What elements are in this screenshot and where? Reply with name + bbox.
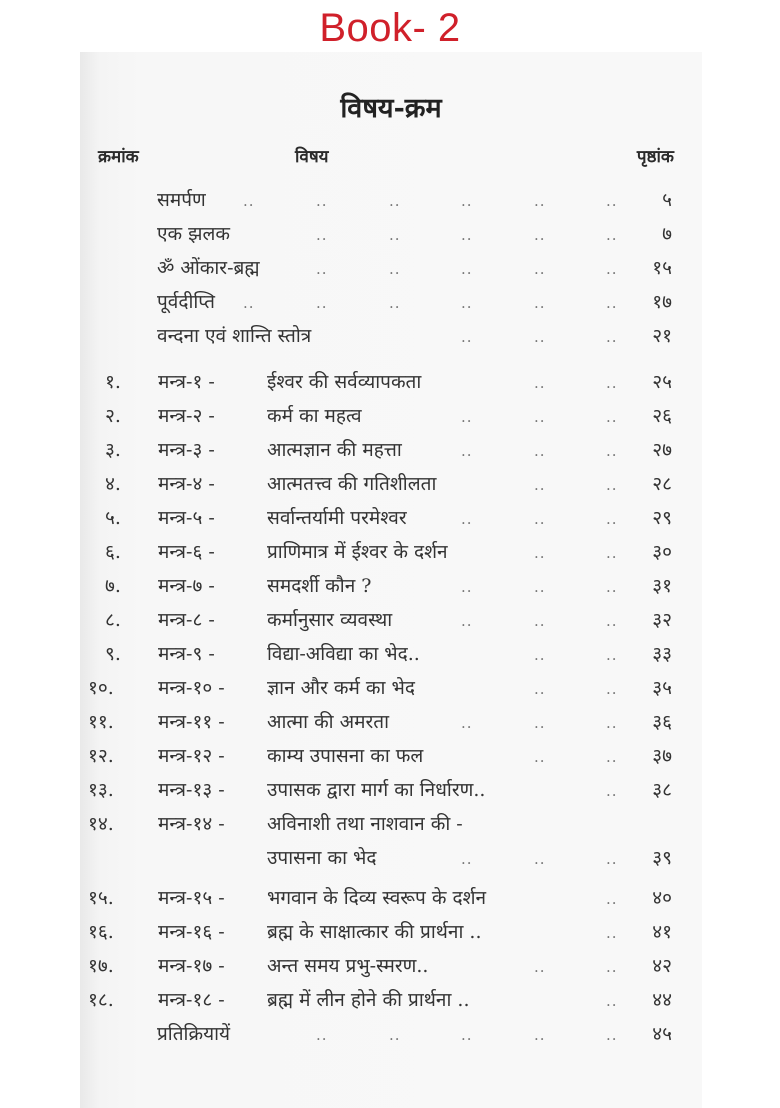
toc-page-number: ७ xyxy=(662,223,672,245)
leader-dots: .. xyxy=(606,1026,618,1044)
toc-number: १३. xyxy=(88,779,114,801)
toc-row xyxy=(80,952,702,986)
leader-dots: .. xyxy=(534,714,546,732)
toc-row xyxy=(80,640,702,674)
leader-dots: .. xyxy=(316,192,328,210)
leader-dots: .. xyxy=(534,476,546,494)
toc-mantra: मन्त्र-१२ - xyxy=(158,745,225,767)
toc-page-number: ४५ xyxy=(652,1023,672,1045)
toc-page-number: २८ xyxy=(652,473,672,495)
toc-mantra: मन्त्र-१८ - xyxy=(158,989,225,1011)
leader-dots: .. xyxy=(461,442,473,460)
leader-dots: .. xyxy=(316,260,328,278)
leader-dots: .. xyxy=(389,226,401,244)
toc-number: १७. xyxy=(88,955,114,977)
toc-row xyxy=(80,436,702,470)
leader-dots: .. xyxy=(534,442,546,460)
leader-dots: .. xyxy=(606,192,618,210)
leader-dots: .. xyxy=(461,192,473,210)
toc-mantra: मन्त्र-१६ - xyxy=(158,921,225,943)
toc-number: १. xyxy=(105,371,121,393)
toc-topic: आत्मज्ञान की महत्ता xyxy=(267,439,402,461)
leader-dots: .. xyxy=(606,544,618,562)
toc-row xyxy=(80,708,702,742)
toc-topic: ब्रह्म में लीन होने की प्रार्थना .. xyxy=(267,989,470,1011)
table-of-contents xyxy=(80,52,702,1108)
toc-page-number: ३७ xyxy=(652,745,672,767)
leader-dots: .. xyxy=(606,226,618,244)
leader-dots: .. xyxy=(389,260,401,278)
column-header-number: क्रमांक xyxy=(98,147,139,167)
toc-number: १८. xyxy=(88,989,114,1011)
toc-row xyxy=(80,470,702,504)
toc-row xyxy=(80,742,702,776)
toc-mantra: मन्त्र-५ - xyxy=(158,507,215,529)
toc-number: ७. xyxy=(105,575,121,597)
toc-mantra: मन्त्र-७ - xyxy=(158,575,215,597)
toc-topic: विद्या-अविद्या का भेद.. xyxy=(267,643,420,665)
leader-dots: .. xyxy=(461,226,473,244)
toc-page-number: २७ xyxy=(652,439,672,461)
leader-dots: .. xyxy=(389,294,401,312)
leader-dots: .. xyxy=(389,192,401,210)
leader-dots: .. xyxy=(534,192,546,210)
leader-dots: .. xyxy=(461,408,473,426)
toc-number: ४. xyxy=(105,473,121,495)
toc-number: ५. xyxy=(105,507,121,529)
leader-dots: .. xyxy=(534,408,546,426)
toc-row xyxy=(80,504,702,538)
toc-mantra: मन्त्र-१० - xyxy=(158,677,225,699)
toc-number: १४. xyxy=(88,813,114,835)
leader-dots: .. xyxy=(606,782,618,800)
leader-dots: .. xyxy=(606,374,618,392)
leader-dots: .. xyxy=(534,374,546,392)
column-header-topic: विषय xyxy=(295,147,329,167)
toc-mantra: मन्त्र-८ - xyxy=(158,609,215,631)
toc-topic: ईश्वर की सर्वव्यापकता xyxy=(267,371,422,393)
toc-mantra: मन्त्र-६ - xyxy=(158,541,215,563)
leader-dots: .. xyxy=(606,294,618,312)
leader-dots: .. xyxy=(606,850,618,868)
page-title: विषय-क्रम xyxy=(340,93,442,124)
toc-page-number: ३० xyxy=(652,541,672,563)
toc-row xyxy=(80,254,702,288)
toc-number: ९. xyxy=(105,643,121,665)
toc-number: १२. xyxy=(88,745,114,767)
toc-page-number: ३२ xyxy=(652,609,672,631)
toc-page-number: २५ xyxy=(652,371,672,393)
leader-dots: .. xyxy=(534,646,546,664)
toc-number: १६. xyxy=(88,921,114,943)
leader-dots: .. xyxy=(461,578,473,596)
toc-mantra: मन्त्र-११ - xyxy=(158,711,225,733)
toc-topic: कर्म का महत्व xyxy=(267,405,362,427)
toc-row xyxy=(80,322,702,356)
leader-dots: .. xyxy=(534,294,546,312)
leader-dots: .. xyxy=(606,260,618,278)
toc-topic: वन्दना एवं शान्ति स्तोत्र xyxy=(157,325,312,347)
toc-row xyxy=(80,810,702,844)
leader-dots: .. xyxy=(534,578,546,596)
toc-mantra: मन्त्र-१७ - xyxy=(158,955,225,977)
leader-dots: .. xyxy=(461,328,473,346)
toc-row xyxy=(80,1020,702,1054)
toc-page-number: २९ xyxy=(652,507,672,529)
leader-dots: .. xyxy=(461,510,473,528)
leader-dots: .. xyxy=(243,192,255,210)
leader-dots: .. xyxy=(461,850,473,868)
toc-row xyxy=(80,776,702,810)
toc-topic: भगवान के दिव्य स्वरूप के दर्शन xyxy=(267,887,487,909)
toc-topic-line2: उपासना का भेद xyxy=(267,847,377,869)
leader-dots: .. xyxy=(606,408,618,426)
leader-dots: .. xyxy=(606,646,618,664)
toc-row xyxy=(80,606,702,640)
leader-dots: .. xyxy=(534,680,546,698)
toc-number: ८. xyxy=(105,609,121,631)
leader-dots: .. xyxy=(534,1026,546,1044)
toc-row xyxy=(80,918,702,952)
leader-dots: .. xyxy=(534,260,546,278)
toc-row xyxy=(80,220,702,254)
toc-topic: एक झलक xyxy=(157,223,230,245)
leader-dots: .. xyxy=(534,328,546,346)
toc-row xyxy=(80,674,702,708)
toc-mantra: मन्त्र-२ - xyxy=(158,405,215,427)
leader-dots: .. xyxy=(534,612,546,630)
toc-page-number: ३९ xyxy=(652,847,672,869)
leader-dots: .. xyxy=(534,226,546,244)
leader-dots: .. xyxy=(243,294,255,312)
leader-dots: .. xyxy=(534,850,546,868)
toc-row xyxy=(80,368,702,402)
column-header-page: पृष्ठांक xyxy=(636,147,674,167)
toc-page-number: ३५ xyxy=(652,677,672,699)
toc-number: ११. xyxy=(88,711,114,733)
leader-dots: .. xyxy=(606,924,618,942)
toc-row xyxy=(80,986,702,1020)
toc-topic: कर्मानुसार व्यवस्था xyxy=(267,609,393,631)
toc-row xyxy=(80,402,702,436)
toc-topic: पूर्वदीप्ति xyxy=(157,291,215,313)
toc-topic: आत्मतत्त्व की गतिशीलता xyxy=(267,473,437,495)
toc-row xyxy=(80,884,702,918)
toc-topic: अन्त समय प्रभु-स्मरण.. xyxy=(267,955,429,977)
toc-topic: उपासक द्वारा मार्ग का निर्धारण.. xyxy=(267,779,486,801)
leader-dots: .. xyxy=(534,958,546,976)
toc-row xyxy=(80,288,702,322)
toc-number: २. xyxy=(105,405,121,427)
toc-mantra: मन्त्र-१५ - xyxy=(158,887,225,909)
toc-topic: समदर्शी कौन ? xyxy=(267,575,372,597)
toc-page-number: ३३ xyxy=(652,643,672,665)
toc-page-number: १५ xyxy=(652,257,672,279)
leader-dots: .. xyxy=(461,260,473,278)
leader-dots: .. xyxy=(534,510,546,528)
toc-row-continuation xyxy=(80,844,702,878)
leader-dots: .. xyxy=(606,442,618,460)
toc-number: १०. xyxy=(88,677,114,699)
toc-mantra: मन्त्र-३ - xyxy=(158,439,215,461)
toc-topic: आत्मा की अमरता xyxy=(267,711,390,733)
toc-mantra: मन्त्र-१३ - xyxy=(158,779,225,801)
leader-dots: .. xyxy=(606,748,618,766)
toc-mantra: मन्त्र-१४ - xyxy=(158,813,225,835)
book-label: Book- 2 xyxy=(319,6,461,50)
leader-dots: .. xyxy=(606,680,618,698)
leader-dots: .. xyxy=(461,714,473,732)
leader-dots: .. xyxy=(534,544,546,562)
leader-dots: .. xyxy=(606,958,618,976)
toc-number: ३. xyxy=(105,439,121,461)
leader-dots: .. xyxy=(316,294,328,312)
leader-dots: .. xyxy=(316,1026,328,1044)
leader-dots: .. xyxy=(316,226,328,244)
leader-dots: .. xyxy=(461,612,473,630)
leader-dots: .. xyxy=(606,612,618,630)
toc-row xyxy=(80,186,702,220)
toc-page-number: ४० xyxy=(652,887,672,909)
toc-topic: ज्ञान और कर्म का भेद xyxy=(267,677,415,699)
toc-page-number: ३६ xyxy=(652,711,672,733)
leader-dots: .. xyxy=(606,714,618,732)
toc-mantra: मन्त्र-४ - xyxy=(158,473,215,495)
toc-row xyxy=(80,572,702,606)
toc-topic: समर्पण xyxy=(157,189,206,211)
leader-dots: .. xyxy=(606,328,618,346)
toc-topic: सर्वान्तर्यामी परमेश्वर xyxy=(267,507,407,529)
toc-page-number: २६ xyxy=(652,405,672,427)
leader-dots: .. xyxy=(606,476,618,494)
toc-topic: प्राणिमात्र में ईश्वर के दर्शन xyxy=(267,541,448,563)
leader-dots: .. xyxy=(606,510,618,528)
toc-page-number: ४२ xyxy=(652,955,672,977)
toc-mantra: मन्त्र-१ - xyxy=(158,371,215,393)
toc-number: ६. xyxy=(105,541,121,563)
leader-dots: .. xyxy=(461,294,473,312)
leader-dots: .. xyxy=(461,1026,473,1044)
toc-page-number: ३८ xyxy=(652,779,672,801)
toc-topic: ॐ ओंकार-ब्रह्म xyxy=(157,257,260,279)
toc-topic: प्रतिक्रियायें xyxy=(157,1023,231,1045)
leader-dots: .. xyxy=(534,748,546,766)
toc-page-number: ४१ xyxy=(652,921,672,943)
toc-topic: काम्य उपासना का फल xyxy=(267,745,424,767)
leader-dots: .. xyxy=(606,578,618,596)
toc-topic: ब्रह्म के साक्षात्कार की प्रार्थना .. xyxy=(267,921,482,943)
toc-page-number: ४४ xyxy=(652,989,672,1011)
toc-topic: अविनाशी तथा नाशवान की - xyxy=(267,813,463,835)
leader-dots: .. xyxy=(606,890,618,908)
toc-page-number: ५ xyxy=(662,189,672,211)
toc-row xyxy=(80,538,702,572)
toc-page-number: २१ xyxy=(652,325,672,347)
toc-page-number: ३१ xyxy=(652,575,672,597)
scanned-page xyxy=(80,52,702,1108)
toc-page-number: १७ xyxy=(652,291,672,313)
toc-mantra: मन्त्र-९ - xyxy=(158,643,215,665)
leader-dots: .. xyxy=(606,992,618,1010)
toc-number: १५. xyxy=(88,887,114,909)
leader-dots: .. xyxy=(389,1026,401,1044)
